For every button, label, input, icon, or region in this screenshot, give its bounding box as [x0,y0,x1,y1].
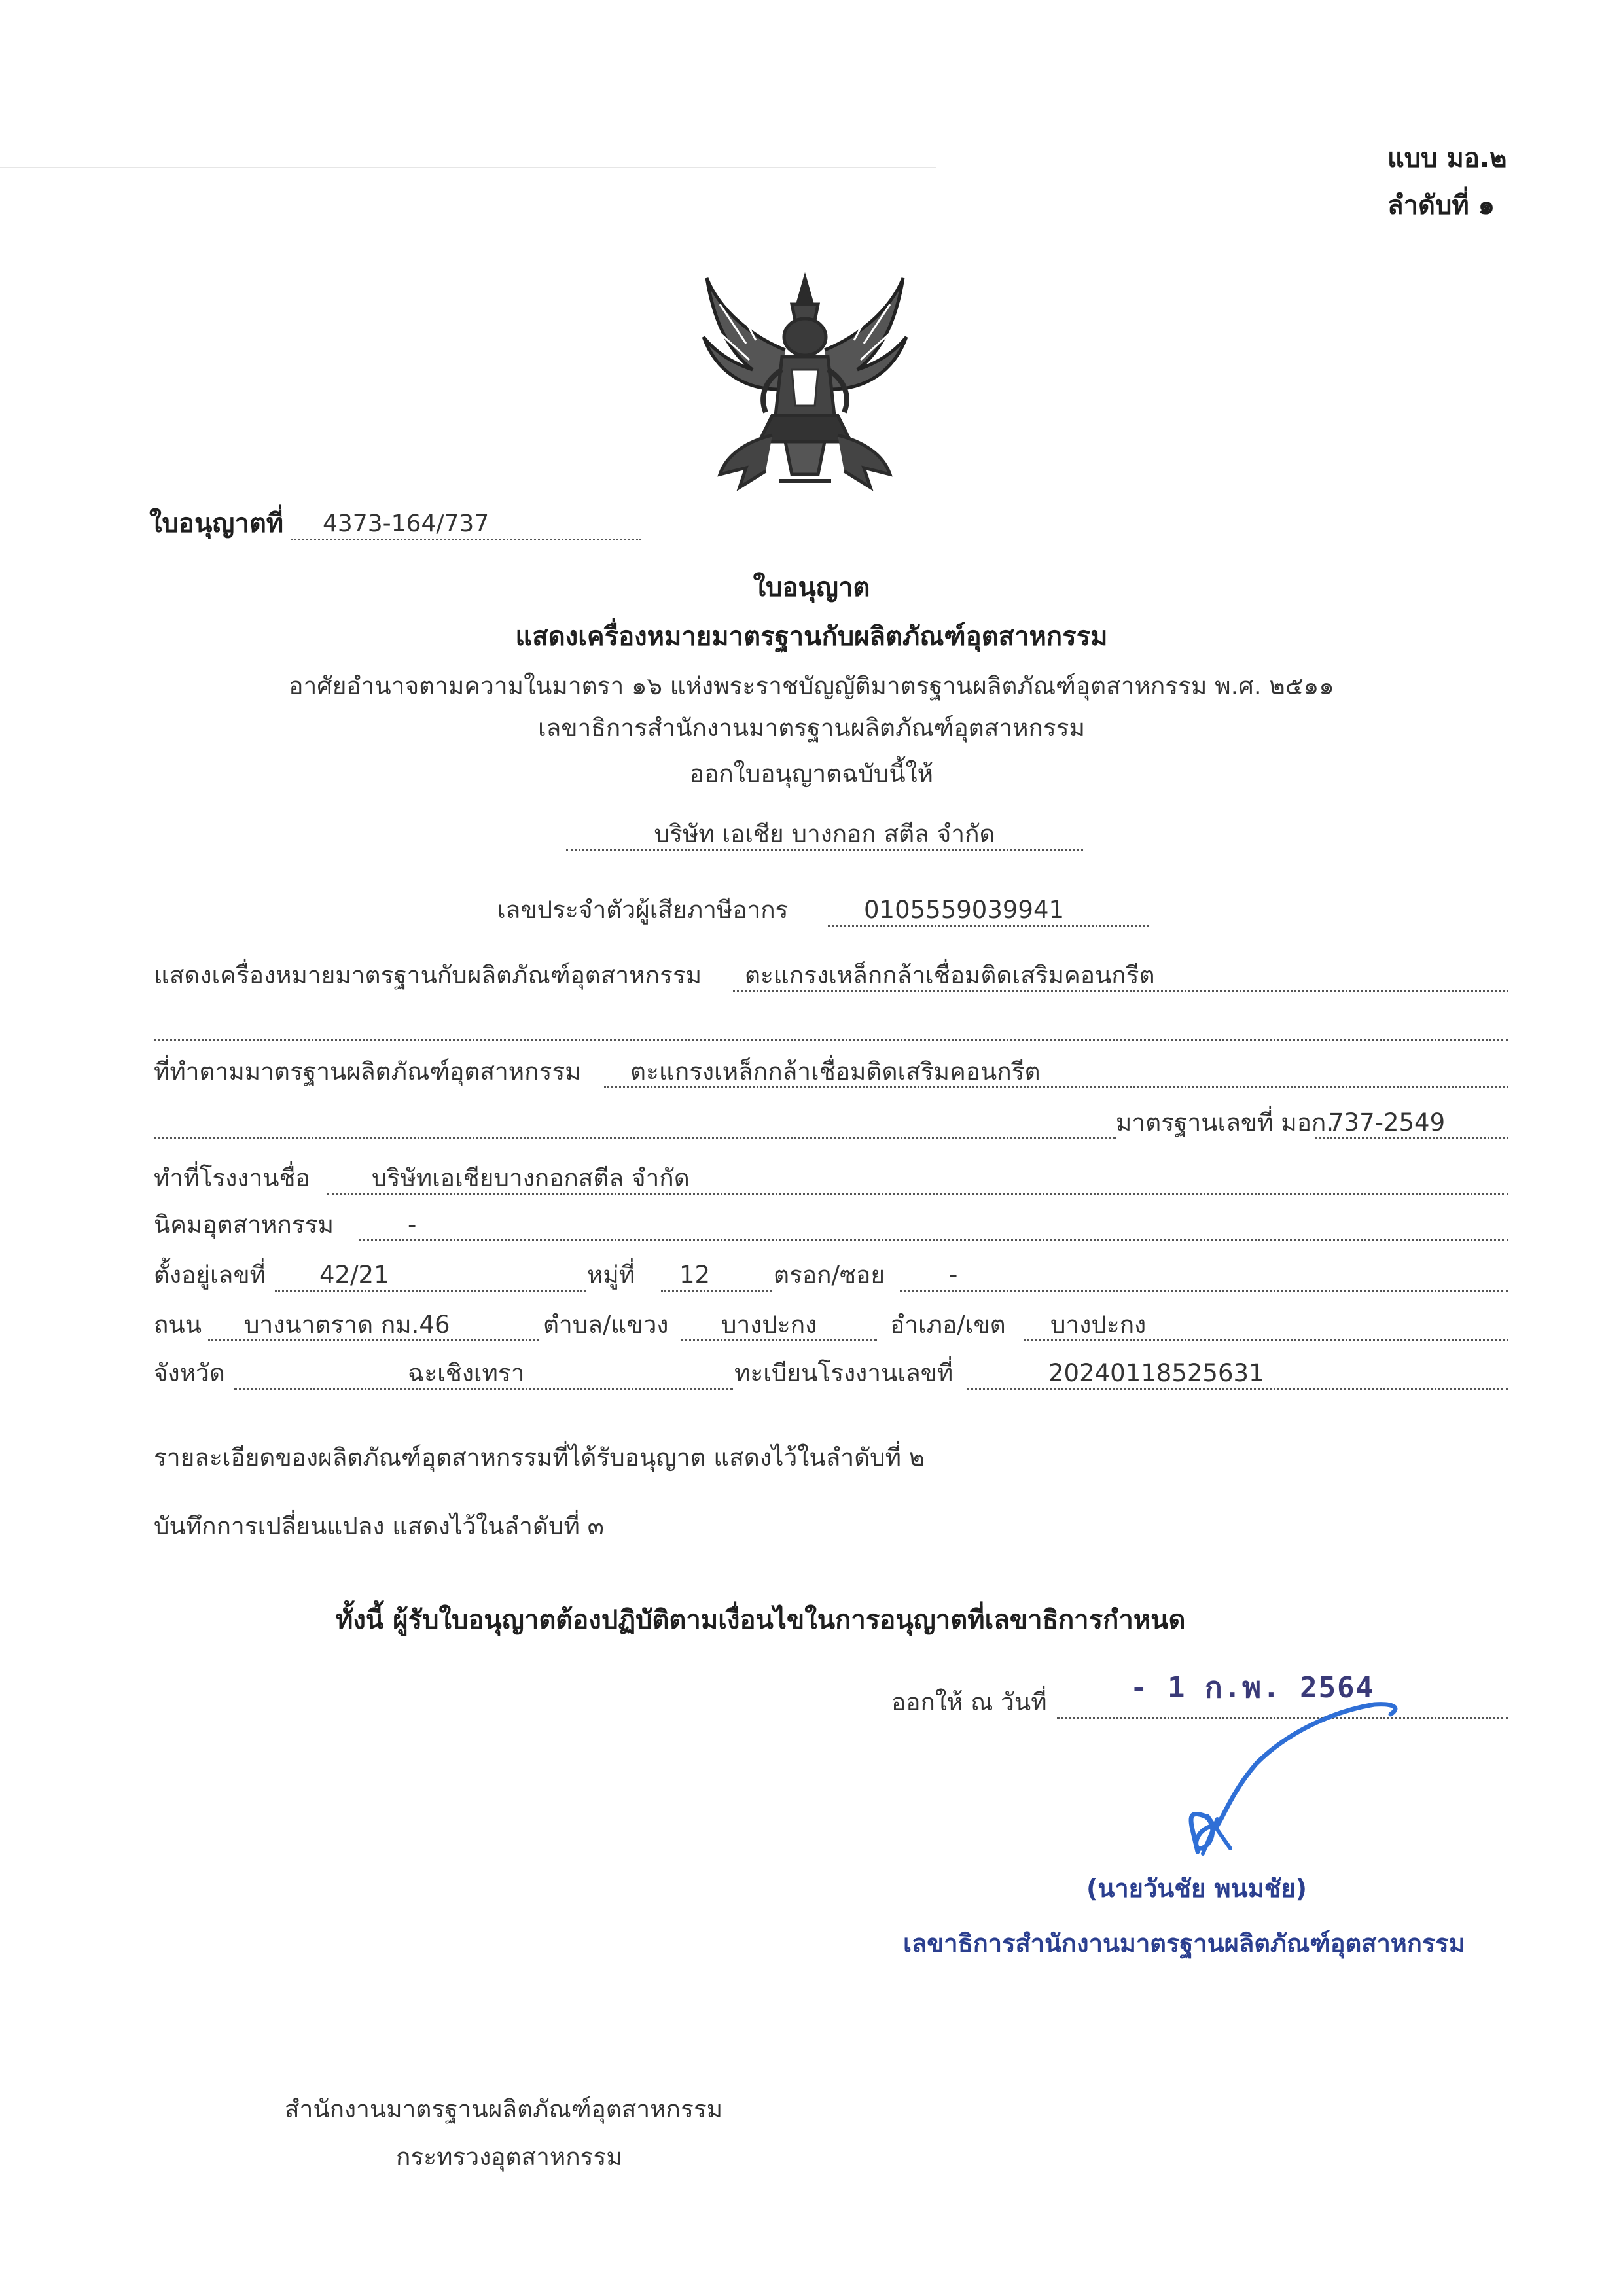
changes-note: บันทึกการเปลี่ยนแปลง แสดงไว้ในลำดับที่ ๓ [154,1512,604,1540]
tambon-field [681,1311,877,1341]
standard-label: ที่ทำตามมาตรฐานผลิตภัณฑ์อุตสาหกรรม [154,1057,581,1086]
signatory-name: (นายวันชัย พนมชัย) [1086,1874,1308,1903]
moo-field [661,1261,772,1292]
title-main: แสดงเครื่องหมายมาตรฐานกับผลิตภัณฑ์อุตสาหกรรม [515,622,1108,652]
form-sequence: ลำดับที่ ๑ [1387,190,1495,221]
tax-id-field [828,896,1149,927]
soi-field [900,1261,1508,1292]
address-field [275,1261,586,1292]
garuda-emblem-icon [694,265,916,501]
product-label: แสดงเครื่องหมายมาตรฐานกับผลิตภัณฑ์อุตสาหกรรม [154,961,702,989]
product-value: ตะแกรงเหล็กกล้าเชื่อมติดเสริมคอนกรีต [745,961,1155,989]
factory-reg-label: ทะเบียนโรงงานเลขที่ [734,1359,954,1387]
factory-name-field [327,1164,1508,1195]
issue-date-stamp: - 1 ก.พ. 2564 [1130,1671,1375,1704]
soi-label: ตรอก/ซอย [774,1261,885,1289]
standard-value: ตะแกรงเหล็กกล้าเชื่อมติดเสริมคอนกรีต [630,1057,1041,1086]
moo-value: 12 [679,1261,711,1289]
road-field [208,1311,539,1341]
issue-date-label: ออกให้ ณ วันที่ [891,1688,1047,1716]
title-issue-to: ออกใบอนุญาตฉบับนี้ให้ [689,760,934,788]
address-label: ตั้งอยู่เลขที่ [154,1261,266,1289]
scan-edge-line [0,167,936,168]
factory-reg-value: 20240118525631 [1048,1359,1264,1387]
licensee-name: บริษัท เอเชีย บางกอก สตีล จำกัด [654,820,995,848]
amphoe-value: บางปะกง [1050,1311,1147,1339]
tambon-label: ตำบล/แขวง [543,1311,669,1339]
standard-no-label: มาตรฐานเลขที่ มอก. [1116,1108,1334,1137]
details-note: รายละเอียดของผลิตภัณฑ์อุตสาหกรรมที่ได้รับอนุญาต แสดงไว้ในลำดับที่ ๒ [154,1443,925,1472]
province-value: ฉะเชิงเทรา [408,1359,525,1387]
condition-note: ทั้งนี้ ผู้รับใบอนุญาตต้องปฏิบัติตามเงื่อนไขในการอนุญาตที่เลขาธิการกำหนด [336,1605,1186,1635]
standard-field [604,1057,1508,1088]
address-value: 42/21 [319,1261,389,1289]
province-label: จังหวัด [154,1359,225,1387]
title-authority: อาศัยอำนาจตามความในมาตรา ๑๖ แห่งพระราชบัญญัติมาตรฐานผลิตภัณฑ์อุตสาหกรรม พ.ศ. ๒๕๑๑ [289,672,1334,700]
tambon-value: บางปะกง [721,1311,817,1339]
factory-name-value: บริษัทเอเชียบางกอกสตีล จำกัด [372,1164,690,1192]
tax-id-label: เลขประจำตัวผู้เสียภาษีอากร [497,896,789,924]
province-field [234,1359,733,1390]
factory-reg-field [967,1359,1508,1390]
footer-ministry: กระทรวงอุตสาหกรรม [396,2143,622,2171]
estate-field [359,1210,1508,1241]
amphoe-label: อำเภอ/เขต [890,1311,1006,1339]
footer-office: สำนักงานมาตรฐานผลิตภัณฑ์อุตสาหกรรม [285,2095,723,2123]
licensee-field [566,820,1083,851]
factory-name-label: ทำที่โรงงานชื่อ [154,1164,310,1192]
signature-icon [1178,1685,1414,1862]
road-label: ถนน [154,1311,202,1339]
soi-value: - [949,1261,958,1289]
moo-label: หมู่ที่ [587,1261,635,1289]
product-field-line2 [154,1010,1508,1041]
standard-no-value: 737-2549 [1329,1108,1446,1137]
license-no-field [291,509,641,540]
license-no-label: ใบอนุญาตที่ [149,508,284,539]
road-value: บางนาตราด กม.46 [244,1311,450,1339]
signatory-position: เลขาธิการสำนักงานมาตรฐานผลิตภัณฑ์อุตสาหกรรม [903,1929,1465,1958]
standard-field-line2 [154,1108,1116,1139]
title-license: ใบอนุญาต [753,573,870,603]
product-field [733,961,1508,992]
standard-no-field [1315,1108,1508,1139]
amphoe-field [1024,1311,1508,1341]
tax-id-value: 0105559039941 [864,896,1065,924]
title-secretary: เลขาธิการสำนักงานมาตรฐานผลิตภัณฑ์อุตสาหกรรม [537,714,1086,742]
license-no-value: 4373-164/737 [323,510,490,537]
estate-value: - [408,1210,417,1239]
estate-label: นิคมอุตสาหกรรม [154,1210,334,1239]
form-code: แบบ มอ.๒ [1387,143,1507,173]
